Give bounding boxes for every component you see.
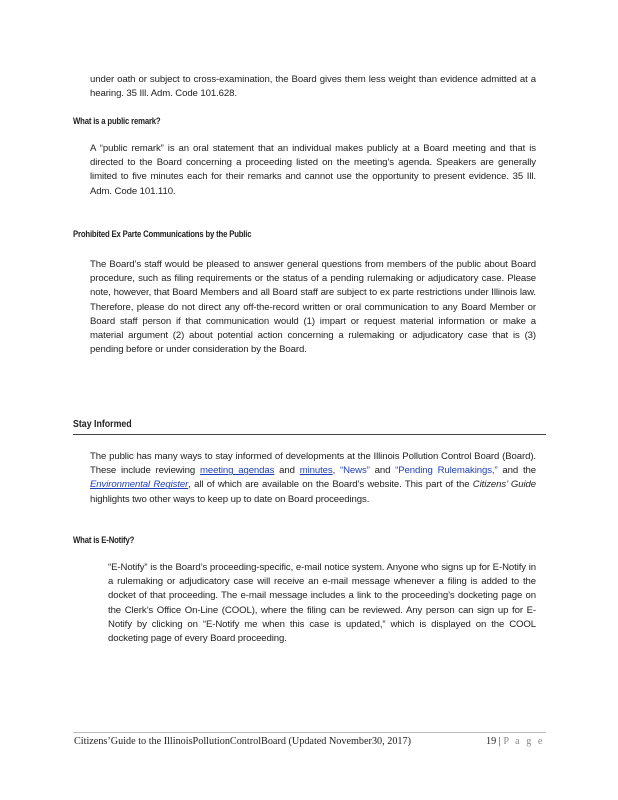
stay-informed-text-and2: and xyxy=(369,465,396,477)
stay-informed-text-2: , all of which are available on the Board’s website. This part of the xyxy=(188,479,473,491)
citizens-guide-title: Citizens’ Guide xyxy=(472,479,536,491)
stay-informed-text-comma: , xyxy=(332,465,340,477)
minutes-link[interactable]: minutes xyxy=(299,465,333,477)
section-divider xyxy=(73,434,546,435)
e-notify-heading: What is E-Notify? xyxy=(73,535,135,545)
footer-page-number xyxy=(486,736,544,747)
page-word: P a g e xyxy=(503,736,545,747)
stay-informed-heading: Stay Informed xyxy=(73,419,132,430)
footer-title: Citizens’Guide to the IllinoisPollutionControlBoard (Updated November30, 2017) xyxy=(74,736,411,747)
stay-informed-paragraph xyxy=(90,450,536,507)
ex-parte-paragraph: The Board’s staff would be pleased to answer general questions from members of the public about Board procedure, such as filing requirements or the status of a pending rulemaking or adjudicatory case. Please note, however, that Board Members and all Board staff are subject to ex parte restrictions under Illinois law. Therefore, please do not direct any off-the-record written or oral communication to any Board Member or Board staff person if that communication would (1) impart or request material information or make a material argument (2) about potential action concerning a rulemaking or adjudicatory case that is (3) pending before or under consideration by the Board. xyxy=(90,259,536,356)
pending-rulemakings-link[interactable]: “Pending Rulemakings,” xyxy=(395,465,498,477)
footer-divider xyxy=(73,732,546,733)
continued-paragraph: under oath or subject to cross-examination, the Board gives them less weight than evidence admitted at a hearing. 35 Ill. Adm. Code 101.628. xyxy=(90,74,536,100)
public-remark-paragraph: A “public remark” is an oral statement that an individual makes publicly at a Board meeting and that is directed to the Board concerning a proceeding listed on the meeting’s agenda. Speakers are generally limited to five minutes each for their remarks and cannot use the opportunity to present evidence. 35 Ill. Adm. Code 101.110. xyxy=(90,143,536,197)
public-remark-heading: What is a public remark? xyxy=(73,116,161,126)
page-number: 19 xyxy=(486,736,497,747)
stay-informed-text-and: and xyxy=(274,465,300,477)
stay-informed-text-and-the: and the xyxy=(497,465,536,477)
ex-parte-heading: Prohibited Ex Parte Communications by the Public xyxy=(73,229,252,239)
page-separator: | xyxy=(498,736,501,747)
stay-informed-text-1: The public has many ways to stay informed of developments at the Illinois Pollution Control Board (Board). These include reviewing xyxy=(90,451,536,477)
environmental-register-link[interactable]: Environmental Register xyxy=(90,479,189,491)
e-notify-paragraph: “E-Notify” is the Board’s proceeding-specific, e-mail notice system. Anyone who signs up for E-Notify in a rulemaking or adjudicatory case will receive an e-mail message whenever a filing is added to the docket of that proceeding. The e-mail message includes a link to the proceeding’s docketing page on the Clerk’s Office On-Line (COOL), where the filing can be reviewed. Any person can sign up for E-Notify by clicking on “E-Notify me when this case is updated,” which is displayed on the COOL docketing page of every Board proceeding. xyxy=(108,562,536,645)
stay-informed-text-3: highlights two other ways to keep up to date on Board proceedings. xyxy=(90,493,370,505)
news-link[interactable]: “News” xyxy=(340,465,370,477)
meeting-agendas-link[interactable]: meeting agendas xyxy=(199,465,275,477)
